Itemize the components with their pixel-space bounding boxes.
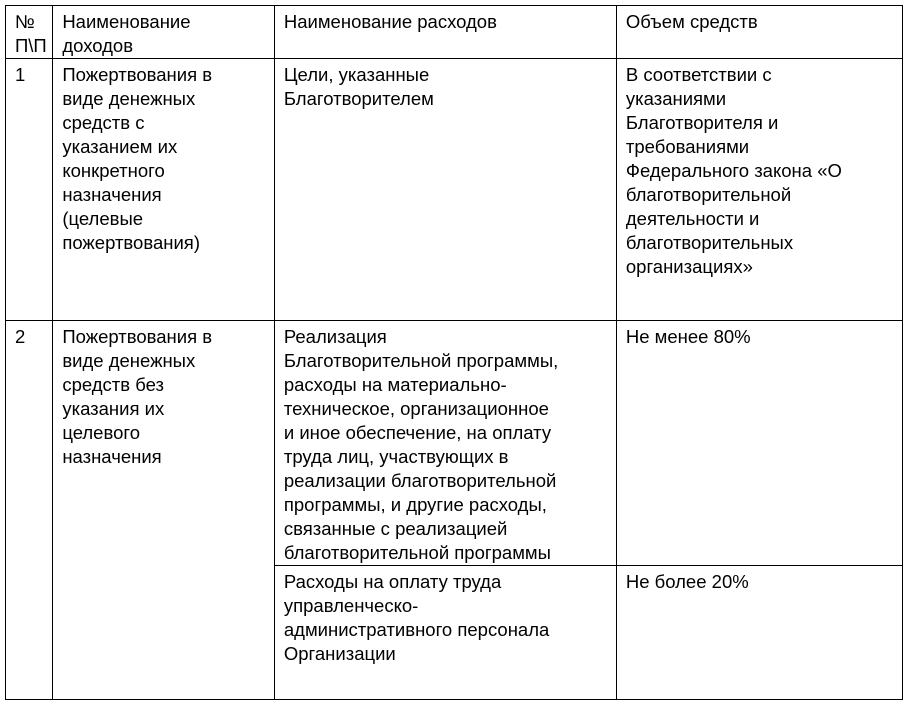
amount-cell: Не более 20% <box>616 566 902 700</box>
header-income: Наименование доходов <box>53 6 275 59</box>
header-num: № П\П <box>6 6 53 59</box>
table-row <box>6 321 903 566</box>
amount-cell: В соответствии с указаниями Благотворителя и требованиями Федерального закона «О благотворительной деятельности и благотворительных организациях» <box>616 59 902 321</box>
expense-cell: Цели, указанные Благотворителем <box>274 59 616 321</box>
budget-table <box>5 5 903 700</box>
header-amount: Объем средств <box>616 6 902 59</box>
row-number: 2 <box>6 321 53 700</box>
table-row <box>6 59 903 321</box>
expense-cell: Расходы на оплату труда управленческо- административного персонала Организации <box>274 566 616 700</box>
amount-cell: Не менее 80% <box>616 321 902 566</box>
row-number: 1 <box>6 59 53 321</box>
table-header-row <box>6 6 903 59</box>
income-cell: Пожертвования в виде денежных средств без указания их целевого назначения <box>53 321 275 700</box>
income-cell: Пожертвования в виде денежных средств с указанием их конкретного назначения (целевые пожертвования) <box>53 59 275 321</box>
expense-cell: Реализация Благотворительной программы, расходы на материально- техническое, организационное и иное обеспечение, на оплату труда лиц, участвующих в реализации благотворительной программы, и другие расходы, связанные с реализацией благотворительной программы <box>274 321 616 566</box>
header-expense: Наименование расходов <box>274 6 616 59</box>
